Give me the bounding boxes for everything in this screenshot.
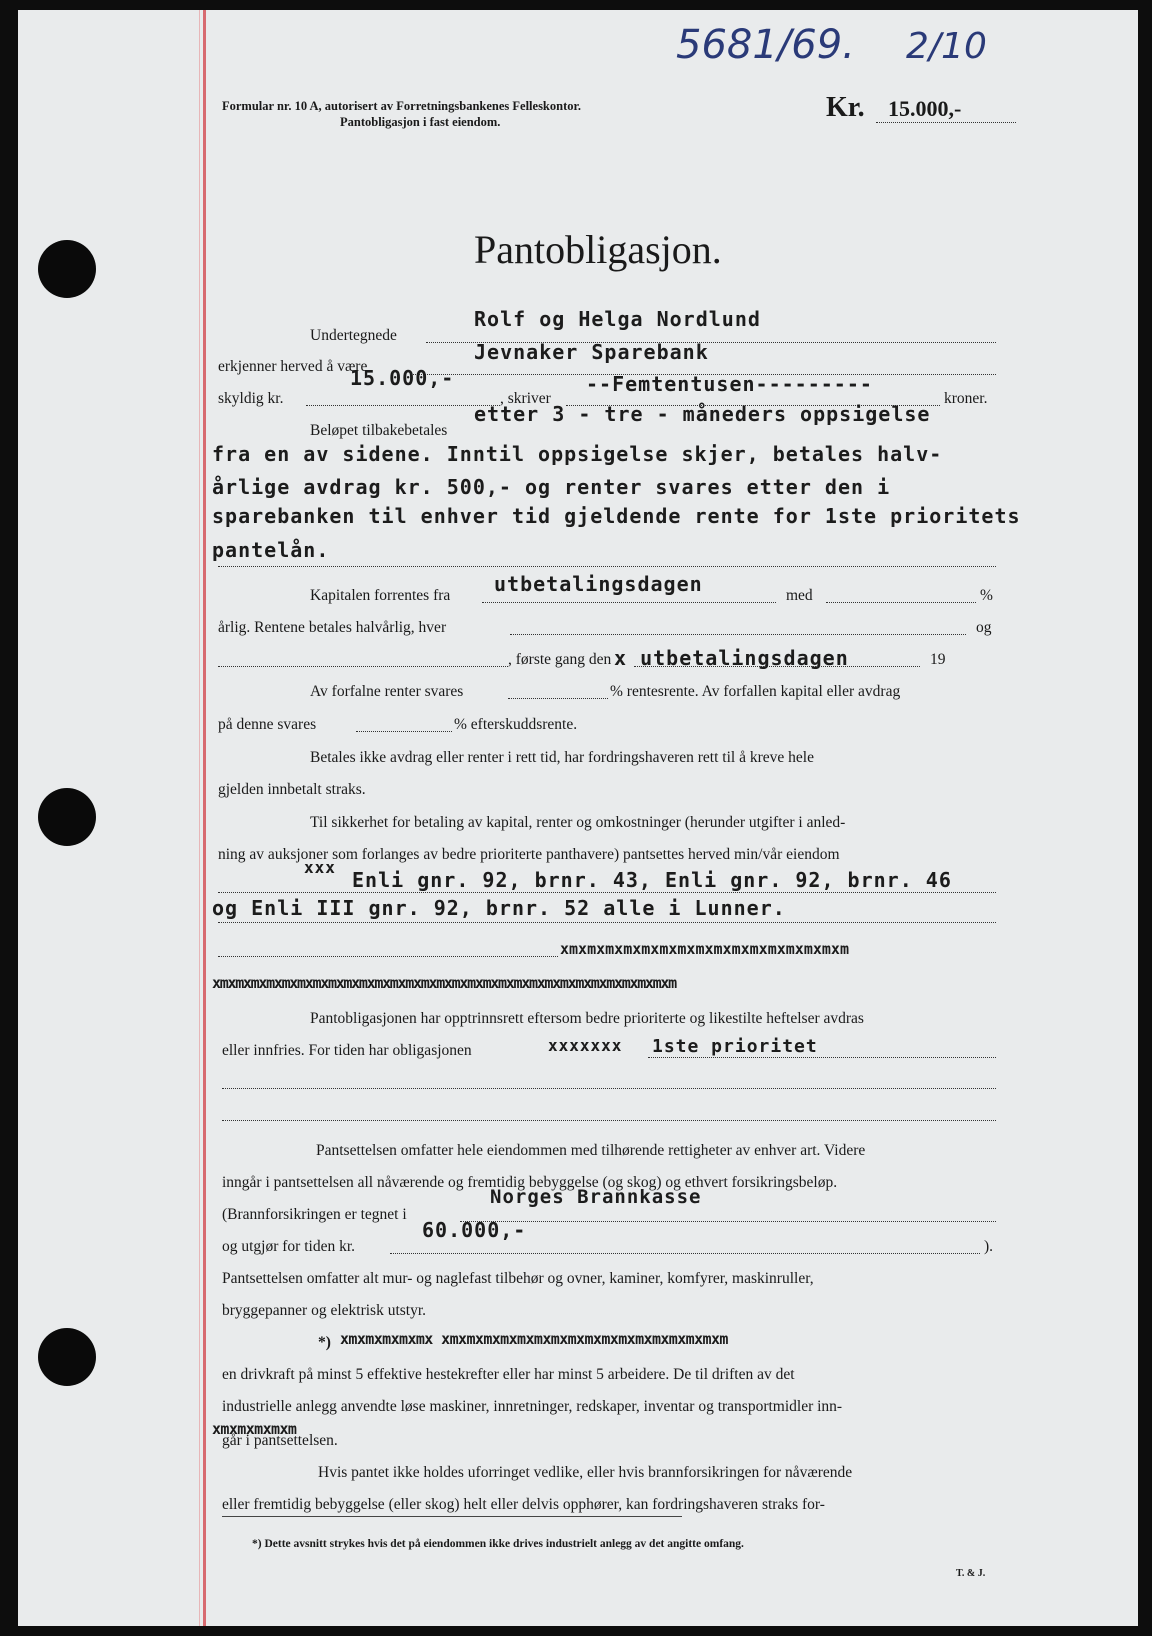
erkjenner-value: Jevnaker Sparebank bbox=[474, 340, 709, 364]
eiendom-strike: xxx bbox=[304, 858, 336, 877]
industri-line-3: industrielle anlegg anvendte løse maskiner, innretninger, redskaper, inventar og transportmidler inn- bbox=[222, 1398, 843, 1415]
belopet-line-3: årlige avdrag kr. 500,- og renter svares etter den i bbox=[212, 475, 891, 499]
skyldig-label: skyldig kr. bbox=[218, 390, 284, 407]
utgjor-value: 60.000,- bbox=[422, 1218, 527, 1242]
med-percent: % bbox=[980, 587, 993, 604]
prioritet-value: 1ste prioritet bbox=[652, 1036, 818, 1057]
prioritet-strike: xxxxxxx bbox=[548, 1036, 623, 1055]
eiendom-line-2: og Enli III gnr. 92, brnr. 52 alle i Lunner. bbox=[212, 896, 786, 920]
industri-line-4: går i pantsettelsen. bbox=[222, 1432, 338, 1449]
industri-line-2: en drivkraft på minst 5 effektive hestekrefter eller har minst 5 arbeidere. De til driften av det bbox=[222, 1366, 795, 1383]
feste-strike-2: xmxmxmxmxmxmxmxmxmxmxmxmxmxmxmxmxmxmxmxmxmxmxmxmxmxmxmxmxmxm bbox=[212, 974, 676, 992]
skyldig-line bbox=[306, 405, 500, 406]
pa-denne-label: på denne svares bbox=[218, 716, 317, 733]
industri-star: *) bbox=[318, 1334, 331, 1351]
undertegnede-label: Undertegnede bbox=[310, 327, 397, 344]
betales-line-1: Betales ikke avdrag eller renter i rett tid, har fordringshaveren rett til å kreve hele bbox=[310, 749, 814, 766]
betales-line-2: gjelden innbetalt straks. bbox=[218, 781, 366, 798]
form-line-2: Pantobligasjon i fast eiendom. bbox=[340, 115, 501, 129]
margin-rule-faint bbox=[199, 10, 200, 1626]
rentesrente-line bbox=[508, 698, 608, 699]
av-forfalne-label: Av forfalne renter svares bbox=[310, 683, 464, 700]
punch-hole-bottom bbox=[38, 1328, 96, 1386]
kapitalen-label: Kapitalen forrentes fra bbox=[310, 587, 451, 604]
feste-strike-1: xmxmxmxmxmxmxmxmxmxmxmxmxmxmxmxm bbox=[560, 940, 849, 958]
year-prefix: 19 bbox=[930, 651, 946, 668]
arlig-label: årlig. Rentene betales halvårlig, hver bbox=[218, 619, 447, 636]
skyldig-value: 15.000,- bbox=[350, 366, 455, 390]
eiendom-line-1-rule bbox=[218, 892, 996, 893]
belopet-line-2: fra en av sidene. Inntil oppsigelse skjer, betales halv- bbox=[212, 442, 943, 466]
brann-label: (Brannforsikringen er tegnet i bbox=[222, 1206, 407, 1223]
undertegnede-value: Rolf og Helga Nordlund bbox=[474, 307, 761, 331]
sikkerhet-line-2: ning av auksjoner som forlanges av bedre prioriterte panthavere) pantsettes herved min/vår eiendom bbox=[218, 846, 840, 863]
utgjor-line bbox=[390, 1253, 980, 1254]
handwritten-date: 2/10 bbox=[906, 26, 987, 67]
forste-label: , første gang den bbox=[508, 651, 612, 668]
feste-blank-line bbox=[218, 956, 558, 957]
arlig-line bbox=[510, 634, 966, 635]
kr-amount: 15.000,- bbox=[888, 96, 962, 121]
blank-line-2 bbox=[222, 1120, 996, 1121]
printer-mark: T. & J. bbox=[956, 1568, 986, 1579]
document-title: Pantobligasjon. bbox=[474, 227, 722, 272]
margin-rule bbox=[203, 10, 206, 1626]
hvis-line-2: eller fremtidig bebyggelse (eller skog) helt eller delvis opphører, kan fordringshaveren straks for- bbox=[222, 1496, 825, 1513]
efterskudd-line bbox=[356, 731, 452, 732]
footnote: *) Dette avsnitt strykes hvis det på eiendommen ikke drives industrielt anlegg av det angitte omfang. bbox=[252, 1538, 744, 1550]
punch-hole-middle bbox=[38, 788, 96, 846]
hvis-line-1: Hvis pantet ikke holdes uforringet vedlike, eller hvis brannforsikringen for nåværende bbox=[318, 1464, 853, 1481]
kroner-label: kroner. bbox=[944, 390, 988, 407]
belopet-line-1: etter 3 - tre - måneders oppsigelse bbox=[474, 402, 931, 426]
murfast-line-2: bryggepanner og elektrisk utstyr. bbox=[222, 1302, 427, 1319]
murfast-line-1: Pantsettelsen omfatter alt mur- og naglefast tilbehør og ovner, kaminer, komfyrer, maskinruller, bbox=[222, 1270, 814, 1287]
industri-strike: xmxmxmxmxmx xmxmxmxmxmxmxmxmxmxmxmxmxmxmxmxmxm bbox=[340, 1330, 728, 1348]
blank-line-1 bbox=[222, 1088, 996, 1089]
industri-line-4-strike: xmxmxmxmxm bbox=[212, 1420, 297, 1438]
belopet-label: Beløpet tilbakebetales bbox=[310, 422, 448, 439]
belopet-line-5: pantelån. bbox=[212, 538, 330, 562]
footnote-rule bbox=[222, 1516, 682, 1517]
kapitalen-value: utbetalingsdagen bbox=[494, 572, 703, 596]
og-label: og bbox=[976, 619, 992, 636]
opptrinn-line-1: Pantobligasjonen har opptrinnsrett eftersom bedre prioriterte og likestilte heftelser avdras bbox=[310, 1010, 864, 1027]
forste-line bbox=[634, 666, 920, 667]
belopet-end-line bbox=[218, 566, 996, 567]
form-line-1: Formular nr. 10 A, autorisert av Forretningsbankenes Felleskontor. bbox=[222, 99, 582, 113]
skriver-value: --Femtentusen--------- bbox=[586, 372, 873, 396]
belopet-line-4: sparebanken til enhver tid gjeldende rente for 1ste prioritets bbox=[212, 504, 1021, 528]
kr-amount-line bbox=[876, 122, 1016, 123]
omfatter-line-2: inngår i pantsettelsen all nåværende og fremtidig bebyggelse (og skog) og ethvert forsikringsbeløp. bbox=[222, 1174, 838, 1191]
forste-date-line bbox=[218, 666, 508, 667]
kr-label: Kr. bbox=[826, 92, 865, 123]
prioritet-line bbox=[648, 1057, 996, 1058]
erkjenner-label: erkjenner herved å være bbox=[218, 358, 368, 375]
med-line bbox=[826, 602, 976, 603]
handwritten-reference: 5681/69. bbox=[676, 22, 855, 68]
efterskudd-label: % efterskuddsrente. bbox=[454, 716, 578, 733]
punch-hole-top bbox=[38, 240, 96, 298]
med-label: med bbox=[786, 587, 813, 604]
rentesrente-label: % rentesrente. Av forfallen kapital eller avdrag bbox=[610, 683, 901, 700]
kapitalen-line bbox=[482, 602, 776, 603]
utgjor-label: og utgjør for tiden kr. bbox=[222, 1238, 356, 1255]
omfatter-line-1: Pantsettelsen omfatter hele eiendommen med tilhørende rettigheter av enhver art. Videre bbox=[316, 1142, 866, 1159]
forste-value: x utbetalingsdagen bbox=[614, 646, 849, 670]
sikkerhet-line-1: Til sikkerhet for betaling av kapital, renter og omkostninger (herunder utgifter i anled- bbox=[310, 814, 846, 831]
opptrinn-line-2: eller innfries. For tiden har obligasjonen bbox=[222, 1042, 472, 1059]
brann-value: Norges Brannkasse bbox=[490, 1186, 702, 1208]
eiendom-line-1: Enli gnr. 92, brnr. 43, Enli gnr. 92, brnr. 46 bbox=[352, 868, 952, 892]
utgjor-end: ). bbox=[984, 1238, 994, 1255]
skriver-label: , skriver bbox=[500, 390, 551, 407]
brann-line bbox=[460, 1221, 996, 1222]
eiendom-line-2-rule bbox=[218, 922, 996, 923]
